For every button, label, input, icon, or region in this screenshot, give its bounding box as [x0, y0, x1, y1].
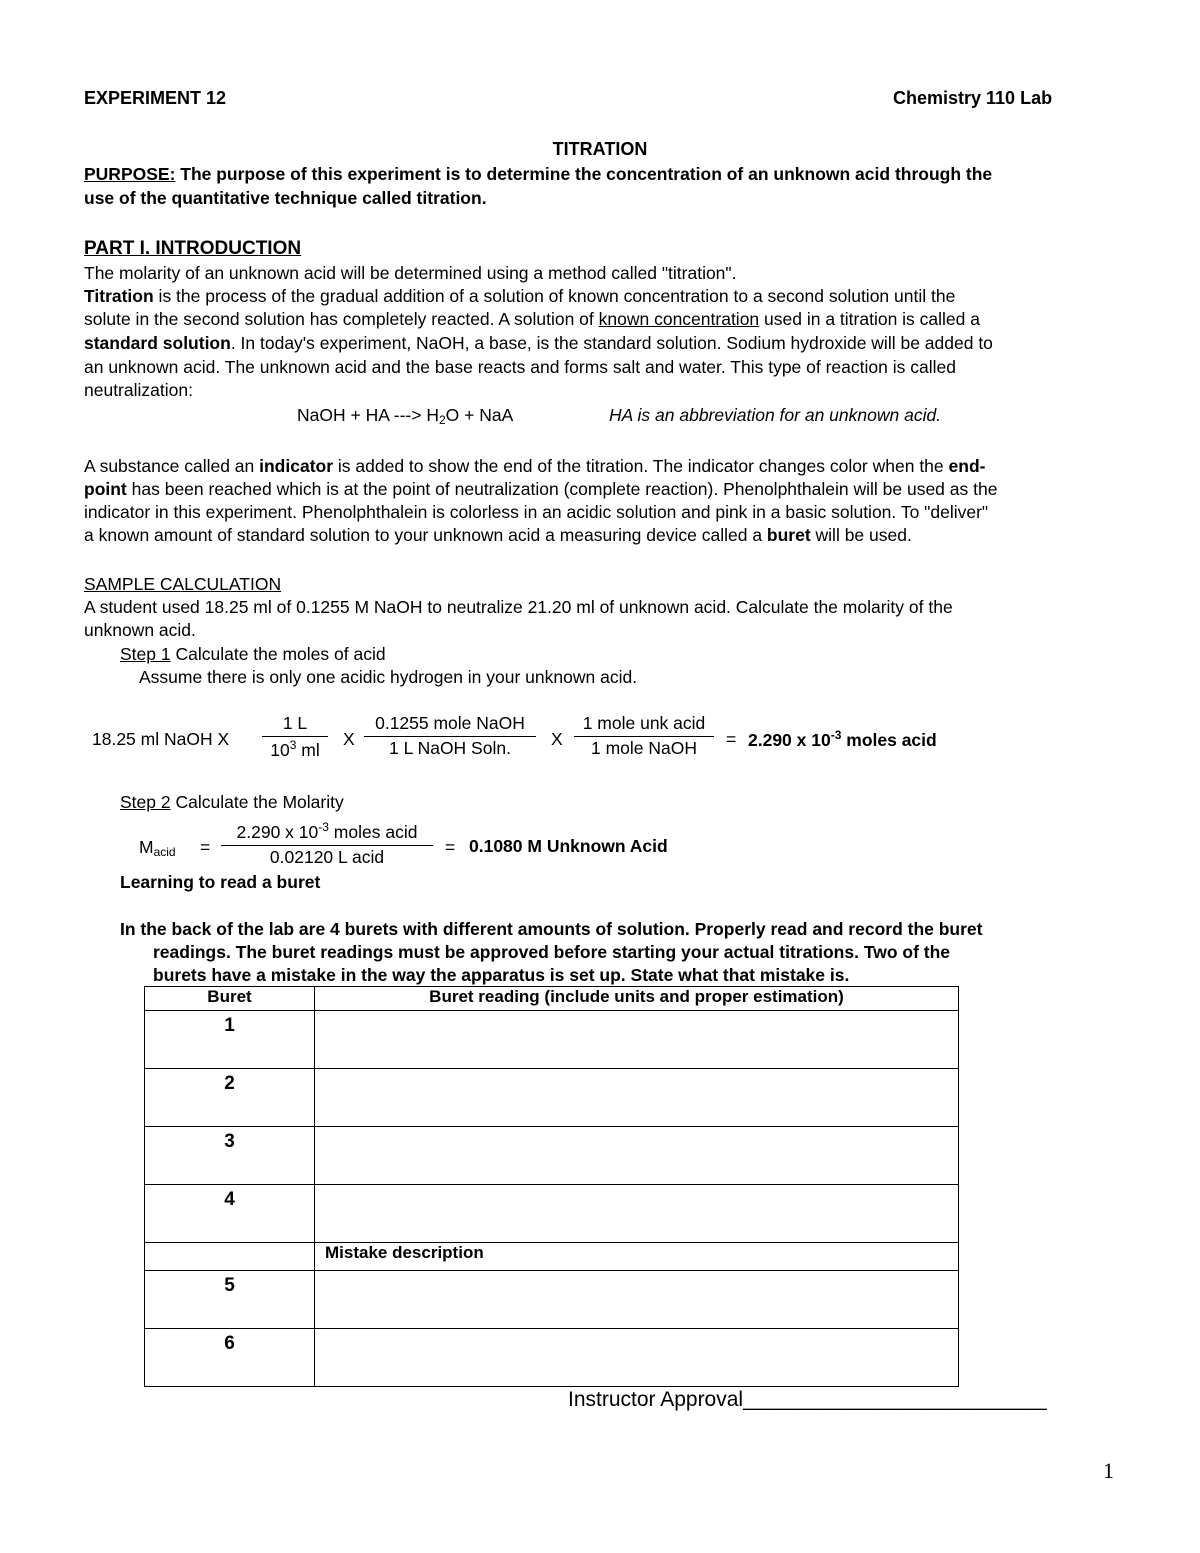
indicator-line-3: indicator in this experiment. Phenolphthalein is colorless in an acidic solution and pink in a basic solution. To "deliver" [84, 502, 989, 522]
course-label: Chemistry 110 Lab [893, 88, 1053, 108]
intro-line-4: standard solution. In today's experiment, NaOH, a base, is the standard solution. Sodium hydroxide will be added to [84, 333, 993, 353]
blank-cell [145, 1243, 315, 1271]
learning-heading: Learning to read a buret [120, 872, 321, 892]
page-title: TITRATION [552, 139, 648, 159]
purpose-line-1: PURPOSE: The purpose of this experiment is to determine the concentration of an unknown acid through the [84, 164, 993, 184]
calc1-result: 2.290 x $10^{-3}$ moles acid [748, 728, 937, 750]
buret-table [144, 986, 959, 1387]
times-3: X [551, 729, 563, 749]
instructor-approval: Instructor Approval__________________________ [568, 1388, 1047, 1411]
table-row [145, 1127, 959, 1185]
experiment-label: EXPERIMENT 12 [84, 88, 227, 108]
table-header-row [145, 987, 959, 1011]
intro-line-6: neutralization: [84, 380, 193, 400]
buret-number: 1 [145, 1011, 315, 1069]
times-2: X [343, 729, 355, 749]
step1-note: Assume there is only one acidic hydrogen in your unknown acid. [139, 667, 638, 687]
buret-number: 6 [145, 1329, 315, 1387]
reading-cell[interactable] [315, 1069, 959, 1127]
buret-number: 3 [145, 1127, 315, 1185]
step2-line: Step 2 Calculate the Molarity [120, 792, 344, 812]
intro-line-2: Titration is the process of the gradual addition of a solution of known concentration to a second solution until the [84, 286, 956, 306]
purpose-line-2: use of the quantitative technique called titration. [84, 188, 487, 208]
equation-note: HA is an abbreviation for an unknown acid. [609, 405, 942, 425]
purpose-label: PURPOSE: [84, 164, 176, 184]
step1-line: Step 1 Calculate the moles of acid [120, 644, 386, 664]
learning-line-3: burets have a mistake in the way the apparatus is set up. State what that mistake is. [153, 965, 850, 985]
table-row [145, 1185, 959, 1243]
sample-line-1: A student used 18.25 ml of 0.1255 M NaOH to neutralize 21.20 ml of unknown acid. Calculate the molarity of the [84, 597, 953, 617]
buret-number: 5 [145, 1271, 315, 1329]
indicator-line-4: a known amount of standard solution to your unknown acid a measuring device called a buret will be used. [84, 525, 912, 545]
table-row [145, 1271, 959, 1329]
buret-number: 2 [145, 1069, 315, 1127]
indicator-line-2: point has been reached which is at the point of neutralization (complete reaction). Phenolphthalein will be used as the [84, 479, 998, 499]
table-row [145, 1069, 959, 1127]
molarity-symbol: $M_{acid}$ [139, 837, 176, 859]
fraction-1: $\frac{1 L}{10^3 ml}$ [262, 713, 328, 761]
mistake-cell[interactable] [315, 1329, 959, 1387]
fraction-3: 1 mole unk acid 1 mole NaOH [574, 713, 714, 759]
fraction-molarity: 2.290 x $10^{-3}$ moles acid 0.02120 L acid [221, 820, 433, 868]
reading-cell[interactable] [315, 1127, 959, 1185]
mistake-cell[interactable] [315, 1271, 959, 1329]
reaction-equation: NaOH + HA ---> $H_2O$ + NaA [297, 405, 514, 427]
intro-line-5: an unknown acid. The unknown acid and the base reacts and forms salt and water. This type of reaction is called [84, 357, 956, 377]
intro-line-3: solute in the second solution has completely reacted. A solution of known concentration used in a titration is called a [84, 309, 980, 329]
table-row [145, 1329, 959, 1387]
col-reading-header: Buret reading (include units and proper estimation) [315, 987, 959, 1011]
calc2-result: 0.1080 M Unknown Acid [469, 836, 668, 856]
fraction-2: 0.1255 mole NaOH 1 L NaOH Soln. [364, 713, 536, 759]
equals-3: = [445, 837, 456, 857]
learning-line-1: In the back of the lab are 4 burets with different amounts of solution. Properly read and record the buret [120, 919, 983, 939]
equals-1: = [726, 729, 737, 749]
equals-2: = [200, 837, 211, 857]
sample-line-2: unknown acid. [84, 620, 196, 640]
buret-number: 4 [145, 1185, 315, 1243]
intro-line-1: The molarity of an unknown acid will be determined using a method called "titration". [84, 263, 737, 283]
reading-cell[interactable] [315, 1185, 959, 1243]
calc1-start: 18.25 ml NaOH X [92, 729, 230, 749]
indicator-line-1: A substance called an indicator is added to show the end of the titration. The indicator changes color when the end- [84, 456, 986, 476]
col-buret-header: Buret [145, 987, 315, 1011]
part1-heading: PART I. INTRODUCTION [84, 238, 302, 259]
mistake-header: Mistake description [315, 1243, 959, 1271]
table-row [145, 1011, 959, 1069]
learning-line-2: readings. The buret readings must be approved before starting your actual titrations. Two of the [153, 942, 951, 962]
reading-cell[interactable] [315, 1011, 959, 1069]
sample-heading: SAMPLE CALCULATION [84, 574, 282, 594]
page-number: 1 [1103, 1458, 1114, 1483]
mistake-header-row [145, 1243, 959, 1271]
